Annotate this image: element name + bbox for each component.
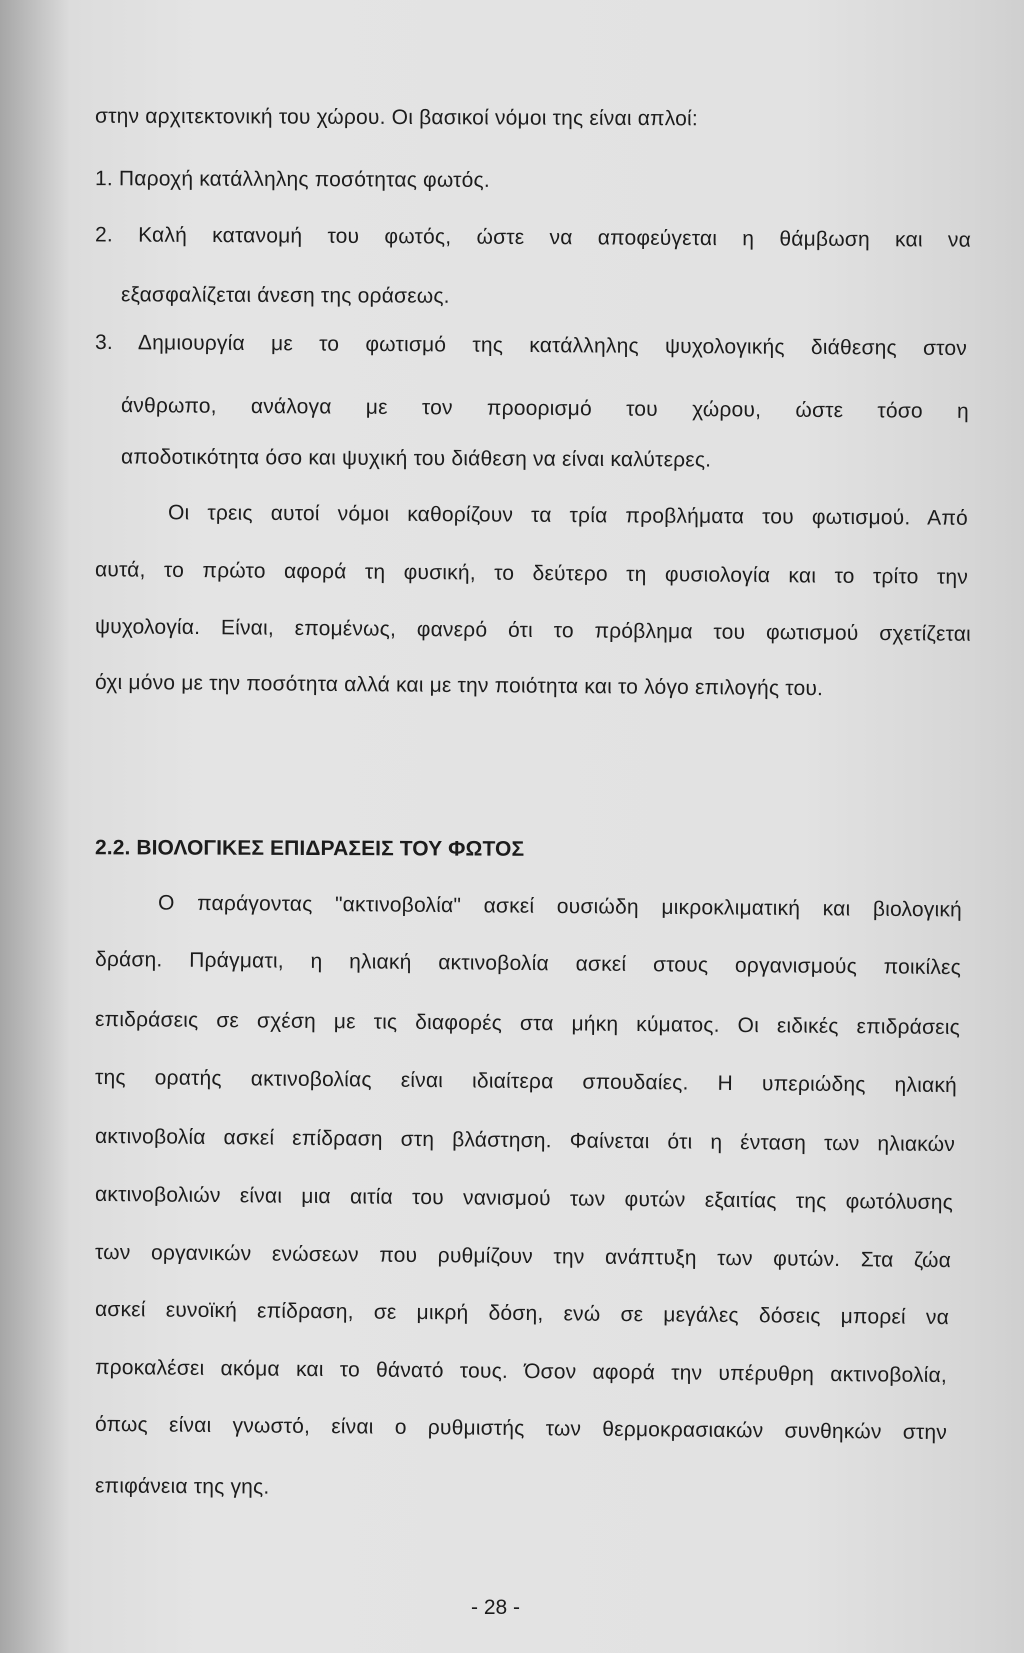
body-line-1: στην αρχιτεκτονική του χώρου. Οι βασικοί νόμοι της είναι απλοί:: [94, 104, 699, 131]
section-line-1: Ο παράγοντας "ακτινοβολία" ασκεί ουσιώδη μικροκλιματική και βιολογική: [157, 891, 963, 922]
section-line-9: προκαλέσει ακόμα και το θάνατό τους. Όσον αφορά την υπέρυθρη ακτινοβολία,: [94, 1355, 948, 1388]
section-line-2: δράση. Πράγματι, η ηλιακή ακτινοβολία ασκεί στους οργανισμούς ποικίλες: [94, 947, 962, 980]
body-line-4: εξασφαλίζεται άνεση της οράσεως.: [120, 283, 450, 308]
section-line-5: ακτινοβολία ασκεί επίδραση στη βλάστηση. Φαίνεται ότι η ένταση των ηλιακών: [94, 1124, 956, 1157]
section-line-6: ακτινοβολιών είναι μια αιτία του νανισμού των φυτών εξαιτίας της φωτόλυσης: [94, 1182, 954, 1215]
body-line-3: 2. Καλή κατανομή του φωτός, ώστε να αποφεύγεται η θάμβωση και να: [94, 223, 972, 252]
body-line-8: Οι τρεις αυτοί νόμοι καθορίζουν τα τρία προβλήματα του φωτισμού. Από: [167, 501, 969, 530]
body-line-6: άνθρωπο, ανάλογα με τον προορισμό του χώρου, ώστε τόσο η: [120, 394, 970, 423]
body-line-11: όχι μόνο με την ποσότητα αλλά και με την ποιότητα και το λόγο επιλογής του.: [94, 670, 824, 701]
section-line-3: επιδράσεις σε σχέση με τις διαφορές στα μήκη κύματος. Οι ειδικές επιδράσεις: [94, 1007, 961, 1040]
section-line-10: όπως είναι γνωστό, είναι ο ρυθμιστής των θερμοκρασιακών συνθηκών στην: [94, 1412, 948, 1445]
body-line-5: 3. Δημιουργία με το φωτισμό της κατάλληλης ψυχολογικής διάθεσης στον: [94, 330, 968, 361]
body-line-7: αποδοτικότητα όσο και ψυχική του διάθεση να είναι καλύτερες.: [120, 445, 712, 472]
page-number: - 28 -: [471, 1596, 521, 1619]
section-line-11: επιφάνεια της γης.: [94, 1474, 270, 1499]
section-line-4: της ορατής ακτινοβολίας είναι ιδιαίτερα σπουδαίες. Η υπεριώδης ηλιακή: [94, 1065, 958, 1098]
section-line-7: των οργανικών ενώσεων που ρυθμίζουν την ανάπτυξη των φυτών. Στα ζώα: [94, 1240, 952, 1273]
section-heading: 2.2. ΒΙΟΛΟΓΙΚΕΣ ΕΠΙΔΡΑΣΕΙΣ ΤΟΥ ΦΩΤΟΣ: [94, 836, 525, 861]
body-line-10: ψυχολογία. Είναι, επομένως, φανερό ότι το πρόβλημα του φωτισμού σχετίζεται: [94, 615, 972, 646]
body-line-9: αυτά, το πρώτο αφορά τη φυσική, το δεύτερο τη φυσιολογία και το τρίτο την: [94, 558, 969, 589]
body-line-2: 1. Παροχή κατάλληλης ποσότητας φωτός.: [94, 167, 490, 192]
section-line-8: ασκεί ευνοϊκή επίδραση, σε μικρή δόση, ενώ σε μεγάλες δόσεις μπορεί να: [94, 1297, 950, 1330]
